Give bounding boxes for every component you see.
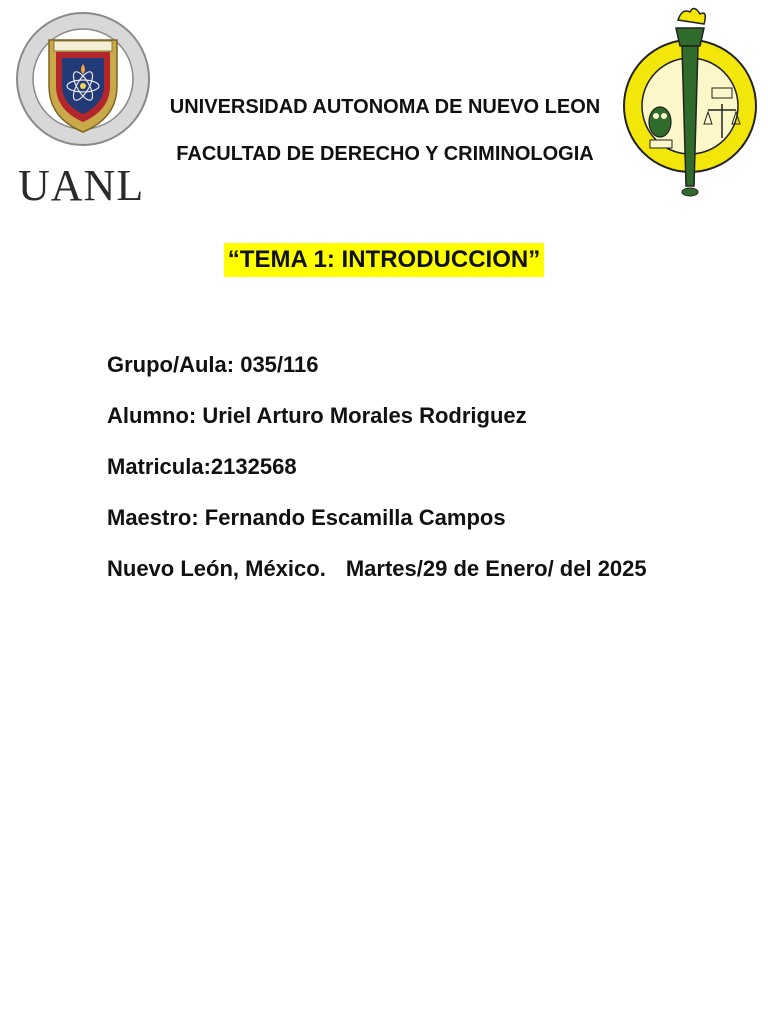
date-text: Martes/29 de Enero/ del 2025 (345, 556, 647, 581)
place-text: Nuevo León, México. (107, 556, 326, 581)
uanl-logo (12, 8, 154, 210)
faculty-name: FACULTAD DE DERECHO Y CRIMINOLOGIA (176, 143, 594, 165)
id-line: Matricula:2132568 (107, 454, 297, 479)
student-line: Alumno: Uriel Arturo Morales Rodriguez (107, 403, 527, 428)
faculty-seal-icon (620, 6, 760, 198)
uanl-seal-icon (16, 8, 150, 150)
teacher-line: Maestro: Fernando Escamilla Campos (107, 505, 506, 530)
faculty-logo (620, 6, 760, 198)
university-name: UNIVERSIDAD AUTONOMA DE NUEVO LEON (169, 96, 601, 118)
title-container (0, 243, 768, 277)
student-info (107, 345, 707, 600)
group-line: Grupo/Aula: 035/116 (107, 352, 319, 377)
document-title: “TEMA 1: INTRODUCCION” (224, 243, 544, 277)
place-date-line (107, 549, 707, 589)
uanl-wordmark: UANL (18, 161, 145, 210)
